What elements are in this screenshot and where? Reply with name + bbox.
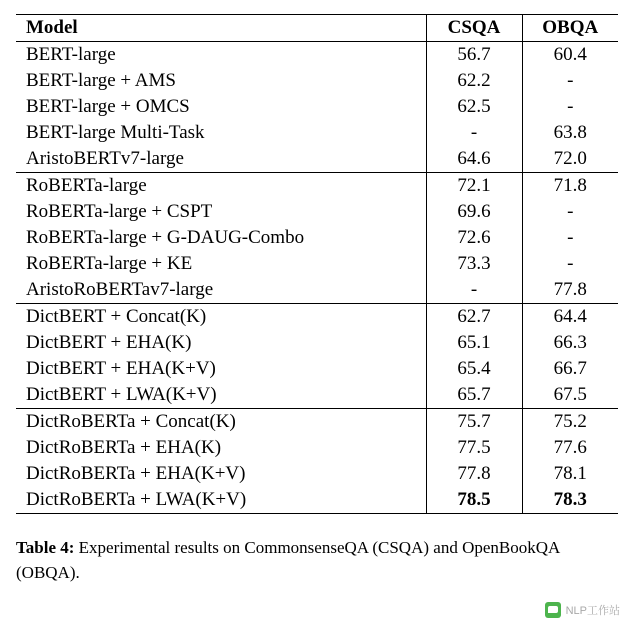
cell-obqa: 63.8 <box>522 120 618 146</box>
cell-obqa: 77.6 <box>522 435 618 461</box>
table-row <box>16 435 618 461</box>
cell-obqa: 77.8 <box>522 277 618 304</box>
table-row <box>16 487 618 514</box>
cell-csqa: 72.6 <box>426 225 522 251</box>
cell-model: RoBERTa-large + KE <box>26 253 193 274</box>
column-header-obqa: OBQA <box>522 15 618 42</box>
table-header <box>16 15 618 42</box>
figure-caption <box>16 536 616 585</box>
table-row <box>16 277 618 304</box>
cell-model: DictBERT + EHA(K+V) <box>26 358 216 379</box>
cell-obqa: 78.1 <box>522 461 618 487</box>
table-row <box>16 251 618 277</box>
cell-model: DictBERT + EHA(K) <box>26 332 192 353</box>
cell-csqa: 62.7 <box>426 304 522 331</box>
table-body <box>16 42 618 514</box>
cell-csqa: 78.5 <box>426 487 522 514</box>
cell-obqa: - <box>522 251 618 277</box>
cell-model: RoBERTa-large + CSPT <box>26 201 213 222</box>
caption-text: Experimental results on CommonsenseQA (CSQA) and OpenBookQA (OBQA). <box>16 538 560 582</box>
table-row <box>16 382 618 409</box>
cell-model: AristoRoBERTav7-large <box>26 279 214 300</box>
cell-csqa: 75.7 <box>426 409 522 436</box>
table-row <box>16 68 618 94</box>
cell-csqa: 65.4 <box>426 356 522 382</box>
table-row <box>16 225 618 251</box>
cell-csqa: 62.2 <box>426 68 522 94</box>
cell-csqa: - <box>426 277 522 304</box>
cell-obqa: - <box>522 199 618 225</box>
watermark <box>545 602 620 618</box>
cell-model: DictRoBERTa + LWA(K+V) <box>16 487 426 514</box>
cell-obqa: 64.4 <box>522 304 618 331</box>
cell-obqa: 67.5 <box>522 382 618 409</box>
table-row <box>16 120 618 146</box>
table-row <box>16 330 618 356</box>
results-table <box>16 14 618 514</box>
cell-model: BERT-large <box>16 42 426 69</box>
cell-csqa: 65.7 <box>426 382 522 409</box>
table-row <box>16 461 618 487</box>
cell-model: RoBERTa-large + G-DAUG-Combo <box>26 227 305 248</box>
cell-obqa: - <box>522 68 618 94</box>
cell-csqa: 72.1 <box>426 173 522 200</box>
cell-csqa: 73.3 <box>426 251 522 277</box>
cell-model: BERT-large Multi-Task <box>26 122 205 143</box>
cell-model: DictRoBERTa + Concat(K) <box>16 409 426 436</box>
table-row <box>16 199 618 225</box>
cell-csqa: 69.6 <box>426 199 522 225</box>
table-row <box>16 409 618 436</box>
cell-csqa: 64.6 <box>426 146 522 173</box>
cell-model: BERT-large + AMS <box>26 70 176 91</box>
cell-obqa: - <box>522 225 618 251</box>
cell-csqa: 77.8 <box>426 461 522 487</box>
cell-obqa: 66.3 <box>522 330 618 356</box>
table-row <box>16 94 618 120</box>
cell-model: DictBERT + Concat(K) <box>16 304 426 331</box>
cell-obqa: 75.2 <box>522 409 618 436</box>
cell-model: AristoBERTv7-large <box>26 148 184 169</box>
cell-csqa: 56.7 <box>426 42 522 69</box>
caption-label: Table 4: <box>16 538 75 557</box>
cell-model: RoBERTa-large <box>16 173 426 200</box>
table-row <box>16 42 618 69</box>
wechat-logo-icon <box>545 602 561 618</box>
table-row <box>16 146 618 173</box>
cell-csqa: 77.5 <box>426 435 522 461</box>
column-header-model: Model <box>16 15 426 42</box>
cell-model: DictRoBERTa + EHA(K+V) <box>26 463 246 484</box>
cell-csqa: 65.1 <box>426 330 522 356</box>
cell-obqa: 66.7 <box>522 356 618 382</box>
table-row <box>16 304 618 331</box>
cell-obqa: 71.8 <box>522 173 618 200</box>
cell-csqa: 62.5 <box>426 94 522 120</box>
cell-obqa: 78.3 <box>522 487 618 514</box>
table-header-row <box>16 15 618 42</box>
cell-model: DictBERT + LWA(K+V) <box>26 384 217 405</box>
cell-model: BERT-large + OMCS <box>26 96 190 117</box>
cell-obqa: - <box>522 94 618 120</box>
cell-csqa: - <box>426 120 522 146</box>
table-row <box>16 356 618 382</box>
column-header-csqa: CSQA <box>426 15 522 42</box>
cell-model: DictRoBERTa + EHA(K) <box>26 437 222 458</box>
cell-obqa: 72.0 <box>522 146 618 173</box>
cell-obqa: 60.4 <box>522 42 618 69</box>
watermark-text: NLP工作站 <box>565 605 620 617</box>
table-row <box>16 173 618 200</box>
